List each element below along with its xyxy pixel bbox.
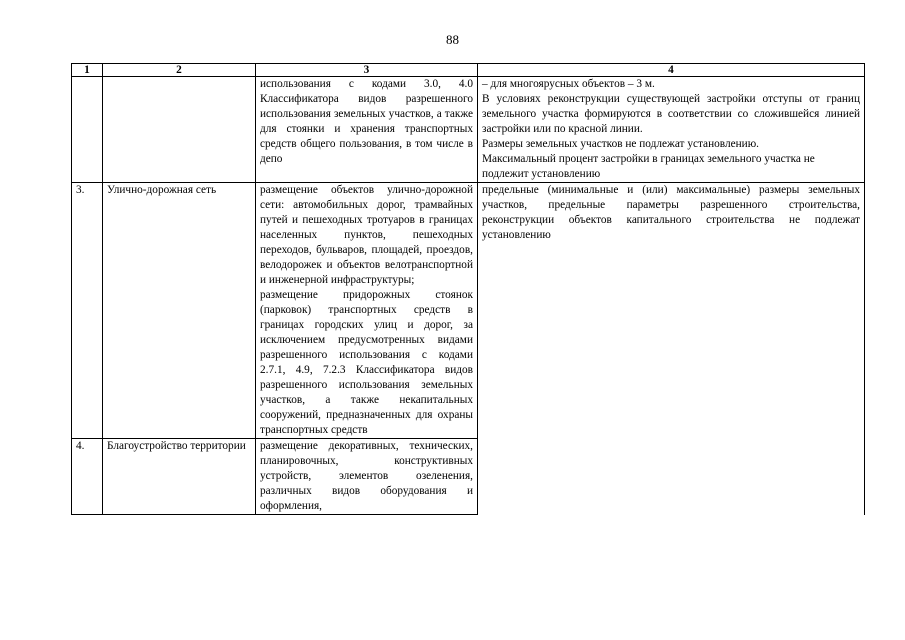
parameter-text: В условиях реконструкции существующей застройки отступы от границ земельного участка формируются в соответствии со сложившейся линией застройки или по красной линии. — [482, 93, 860, 135]
row-name — [103, 77, 256, 183]
use-text: размещение придорожных стоянок (парковок) транспортных средств в границах городских улиц и дорог, за исключением предусмотренных видами разрешенного использования с кодами 2.7.1, 4.9, 7.2.3 Классификатора видов разрешенного использования земельных участков, а также некапитальных сооружений, предназначенных для охраны транспортных средств — [260, 289, 473, 436]
row-number: 3. — [72, 183, 103, 439]
row-number: 4. — [72, 439, 103, 515]
column-header: 1 — [72, 64, 103, 77]
table-row — [72, 183, 865, 439]
use-text: размещение объектов улично-дорожной сети: автомобильных дорог, трамвайных путей и пешеходных тротуаров в границах населенных пунктов, пешеходных переходов, бульваров, площадей, проездов, велодорожек и объектов велотранспортной и инженерной инфраструктуры; — [260, 184, 473, 286]
row-use-description — [256, 439, 478, 515]
parameter-text: предельные (минимальные и (или) максимальные) размеры земельных участков, предельные параметры разрешенного строительства, реконструкции объектов капитального строительства не подлежат установлению — [482, 184, 860, 241]
row-parameters — [478, 183, 865, 515]
row-use-description — [256, 183, 478, 439]
row-name: Улично-дорожная сеть — [103, 183, 256, 439]
row-number — [72, 77, 103, 183]
use-text: использования с кодами 3.0, 4.0 Классификатора видов разрешенного использования земельных участков, а также для стоянки и хранения транспортных средств общего пользования, в том числе в депо — [260, 78, 473, 165]
page-number: 88 — [446, 32, 459, 47]
row-name: Благоустройство территории — [103, 439, 256, 515]
row-parameters — [478, 77, 865, 183]
row-use-description — [256, 77, 478, 183]
column-header: 3 — [256, 64, 478, 77]
parameter-text: Максимальный процент застройки в границах земельного участка не подлежит установлению — [482, 153, 815, 180]
table-row — [72, 77, 865, 183]
parameter-text: – для многоярусных объектов – 3 м. — [482, 78, 655, 90]
zoning-table — [71, 63, 865, 515]
column-header: 2 — [103, 64, 256, 77]
column-header: 4 — [478, 64, 865, 77]
parameter-text: Размеры земельных участков не подлежат установлению. — [482, 138, 759, 150]
table-header-row — [72, 64, 865, 77]
use-text: размещение декоративных, технических, планировочных, конструктивных устройств, элементов озеленения, различных видов оборудования и оформления, — [260, 440, 473, 512]
